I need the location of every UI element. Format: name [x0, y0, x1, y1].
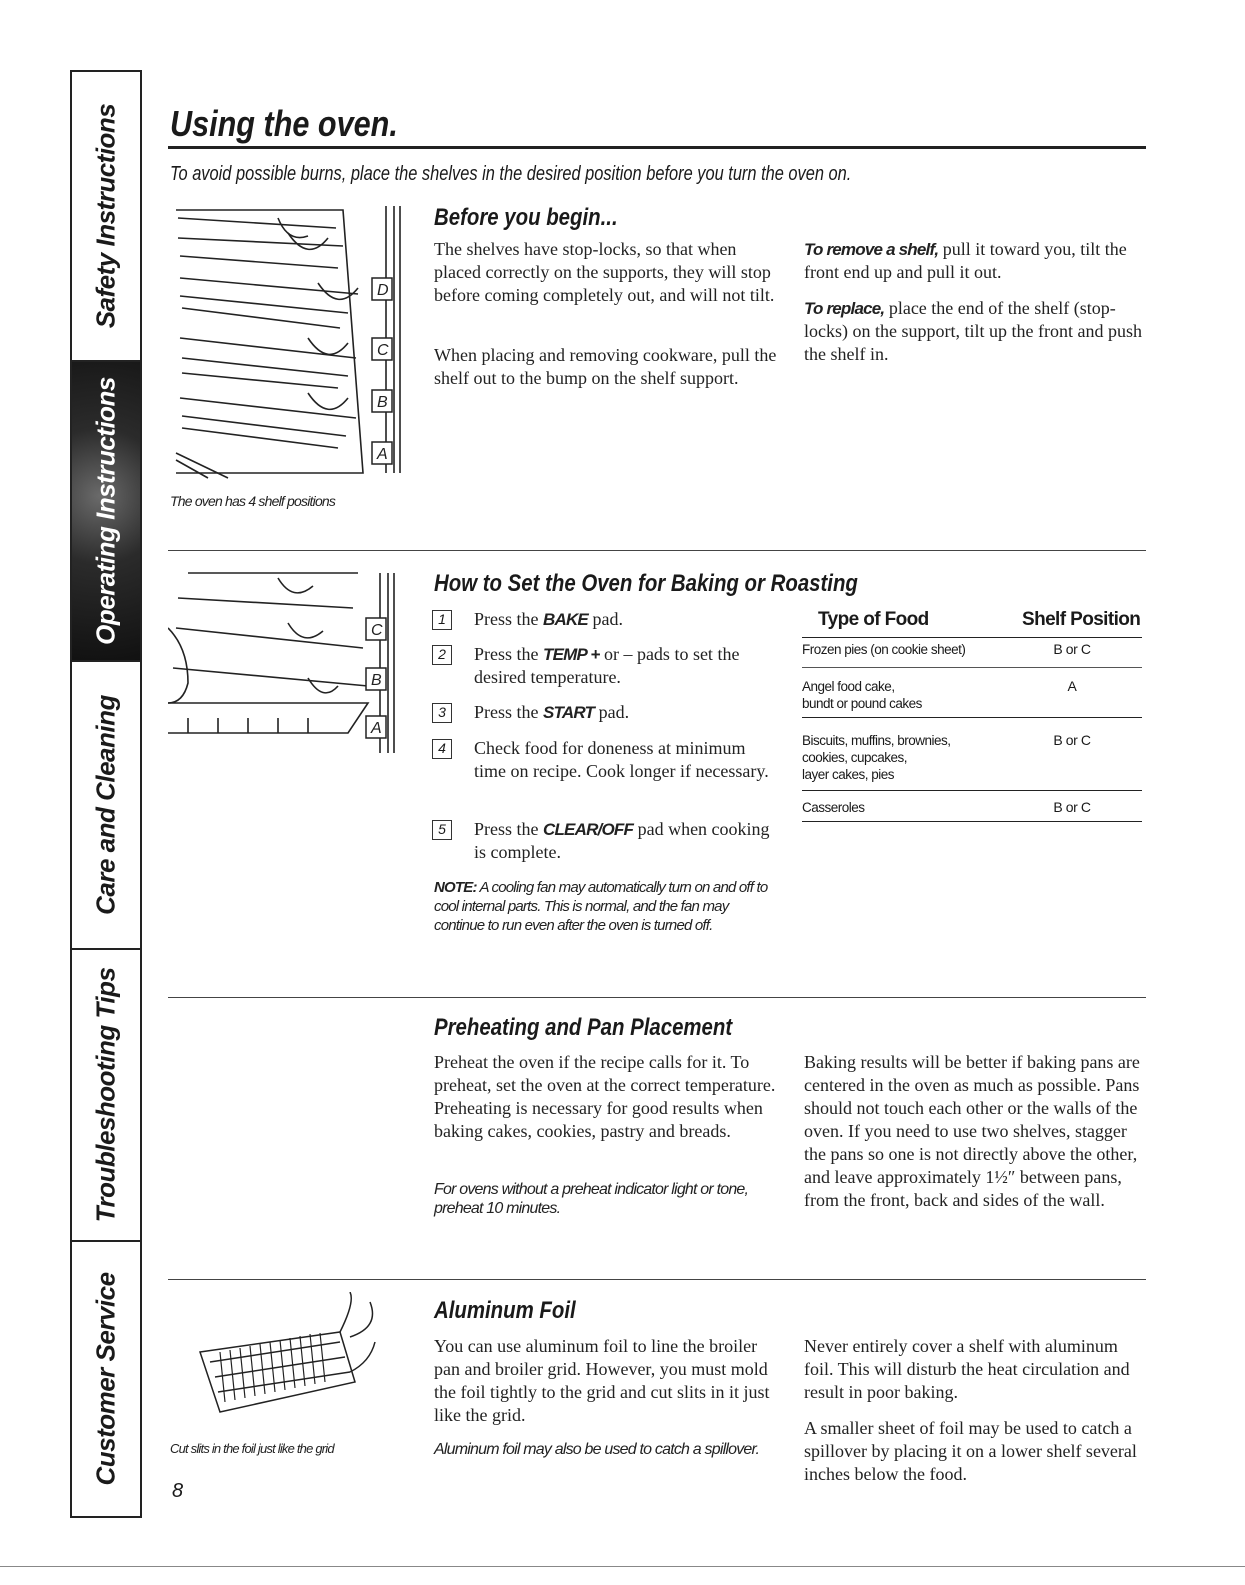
foil-paragraph-2: Never entirely cover a shelf with aluminum foil. This will disturb the heat circulation and result in poor baking. [804, 1336, 1130, 1402]
table-row [802, 717, 1142, 788]
baking-illustration [168, 568, 398, 758]
preheat-heading: Preheating and Pan Placement [434, 1014, 733, 1041]
intro-line [170, 163, 1001, 186]
note-keyword: NOTE: [434, 879, 477, 896]
tab-label: Customer Service [90, 1272, 121, 1486]
tab-label: Care and Cleaning [90, 695, 121, 915]
side-tab-bar [70, 70, 142, 1518]
foil-caption: Cut slits in the foil just like the grid [170, 1441, 334, 1456]
foil-paragraph-1: You can use aluminum foil to line the broiler pan and broiler grid. However, you must mold the foil tightly to the grid and cut slits in it just like the grid. [434, 1336, 770, 1425]
food-cell: Casseroles [802, 800, 865, 815]
shelf-label-d: D [377, 282, 389, 299]
shelf-label-c: C [377, 342, 389, 359]
tab-label: Operating Instructions [90, 377, 121, 645]
step-number: 5 [432, 820, 452, 840]
before-paragraph-1: The shelves have stop-locks, so that when placed correctly on the supports, they will stop before coming completely out, and will not tilt. [434, 239, 775, 305]
food-cell: Angel food cake, bundt or pound cakes [802, 679, 922, 711]
foil-paragraph-3: A smaller sheet of foil may be used to catch a spillover by placing it on a lower shelf several inches below the food. [804, 1418, 1137, 1484]
table-row [802, 790, 1142, 822]
replace-shelf-text: place the end of the shelf (stop-locks) on the support, tilt up the front and push the shelf in. [804, 298, 1142, 364]
tab-operating-instructions[interactable] [72, 362, 140, 662]
illus-label-a: A [371, 720, 382, 737]
page-number: 8 [172, 1480, 184, 1502]
position-cell: B or C [1053, 641, 1091, 657]
baking-heading: How to Set the Oven for Baking or Roasting [434, 570, 858, 597]
remove-shelf-text: pull it toward you, tilt the front end up and pull it out. [804, 239, 1127, 282]
step-text: Press the CLEAR/OFF pad when cooking is complete. [474, 819, 770, 862]
replace-shelf-paragraph [804, 297, 1144, 366]
table-row [802, 637, 1142, 666]
section-divider [168, 997, 1146, 998]
note-text: A cooling fan may automatically turn on and off to cool internal parts. This is normal, and the fan may continue to run even after the oven is turned off. [434, 879, 768, 934]
step-2 [432, 643, 782, 693]
position-cell: B or C [1053, 732, 1091, 748]
step-number: 2 [432, 645, 452, 665]
foil-heading: Aluminum Foil [434, 1297, 576, 1324]
shelf-label-a: A [377, 446, 388, 463]
section-divider [168, 1279, 1146, 1280]
step-number: 3 [432, 703, 452, 723]
step-4 [432, 737, 782, 807]
table-header-position: Shelf Position [1022, 609, 1141, 630]
tab-safety-instructions[interactable] [72, 72, 140, 362]
intro-text: To avoid possible burns, place the shelves in the desired position before you turn the oven on. [170, 163, 852, 185]
food-cell: Frozen pies (on cookie sheet) [802, 642, 966, 657]
step-text: Check food for doneness at minimum time on recipe. Cook longer if necessary. [474, 738, 769, 781]
tab-troubleshooting-tips[interactable] [72, 950, 140, 1242]
step-text: Press the BAKE pad. [474, 609, 623, 629]
preheat-paragraph: Preheat the oven if the recipe calls for it. To preheat, set the oven at the correct temperature. Preheating is necessary for good results when baking cakes, cookies, pastry and breads. [434, 1052, 776, 1141]
step-keyword: CLEAR/OFF [543, 820, 634, 839]
tab-customer-service[interactable] [72, 1242, 140, 1516]
step-keyword: TEMP + [543, 645, 600, 664]
remove-shelf-keyword: To remove a shelf, [804, 240, 939, 259]
before-heading: Before you begin... [434, 204, 618, 231]
position-cell: B or C [1053, 799, 1091, 815]
page-title: Using the oven. [170, 103, 398, 144]
oven-shelves-illustration [168, 198, 403, 483]
shelf-label-b: B [377, 394, 388, 411]
step-keyword: START [543, 703, 595, 722]
replace-shelf-keyword: To replace, [804, 299, 885, 318]
step-5 [432, 818, 782, 868]
table-row [802, 667, 1142, 718]
step-3 [432, 701, 782, 731]
foil-grid-illustration [190, 1292, 380, 1432]
illus-label-b: B [371, 672, 382, 689]
illus-label-c: C [371, 622, 383, 639]
shelves-caption: The oven has 4 shelf positions [170, 493, 336, 509]
title-rule [168, 146, 1146, 149]
preheat-note: For ovens without a preheat indicator light or tone, preheat 10 minutes. [434, 1181, 749, 1217]
foil-note: Aluminum foil may also be used to catch a spillover. [434, 1441, 760, 1458]
step-number: 4 [432, 739, 452, 759]
position-cell: A [1067, 678, 1077, 694]
step-keyword: BAKE [543, 610, 588, 629]
section-divider [168, 550, 1146, 551]
pan-placement-paragraph: Baking results will be better if baking pans are centered in the oven as much as possible. Pans should not touch each other or the walls of the oven. If you need to use two shelves, stagger the pans so one is not directly above the other, and leave approximately 1½″ between pans, from the front, back and sides of the wall. [804, 1052, 1140, 1210]
food-cell: Biscuits, muffins, brownies, cookies, cupcakes, layer cakes, pies [802, 733, 951, 782]
page-bottom-edge [0, 1566, 1245, 1567]
tab-care-and-cleaning[interactable] [72, 662, 140, 950]
step-text: Press the TEMP + or – pads to set the desired temperature. [474, 644, 740, 687]
step-1 [432, 608, 782, 638]
table-header-food: Type of Food [818, 609, 929, 630]
step-number: 1 [432, 610, 452, 630]
fan-note [434, 878, 774, 935]
tab-label: Troubleshooting Tips [90, 967, 121, 1223]
before-paragraph-2: When placing and removing cookware, pull the shelf out to the bump on the shelf support. [434, 345, 777, 388]
step-text: Press the START pad. [474, 702, 630, 722]
remove-shelf-paragraph [804, 238, 1144, 284]
tab-label: Safety Instructions [90, 103, 121, 329]
